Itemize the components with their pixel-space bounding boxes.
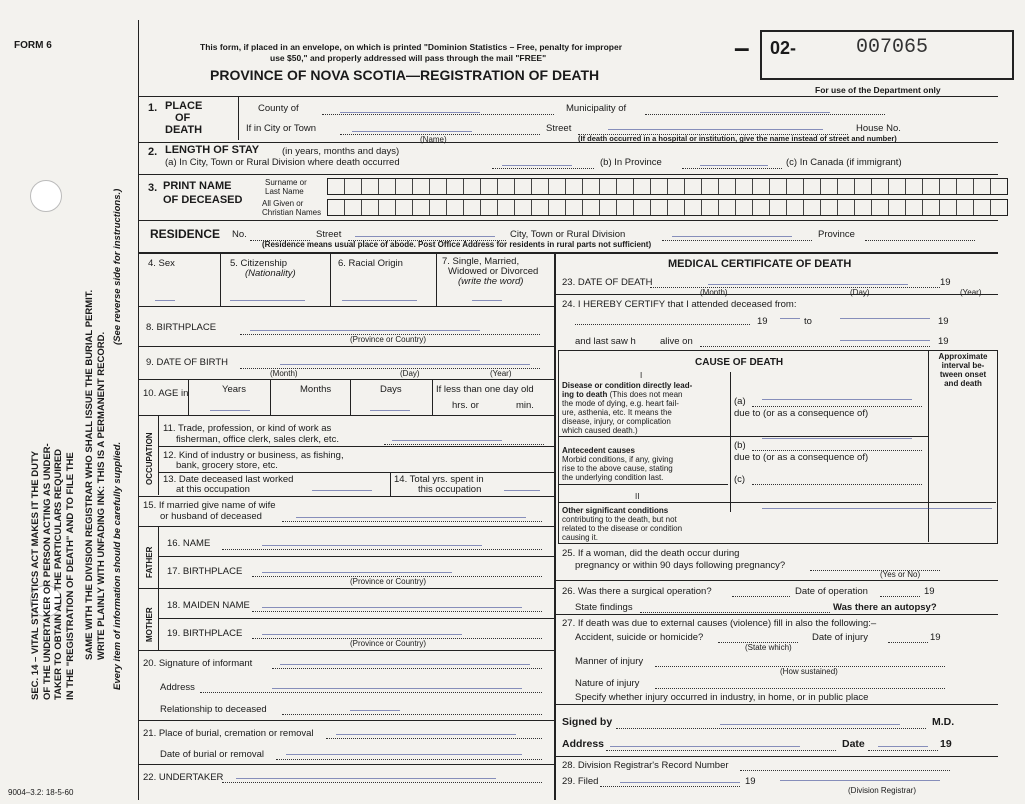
father-birthplace-field[interactable] [262, 558, 452, 573]
attended-to-field[interactable] [840, 306, 930, 319]
residence-street-field[interactable] [355, 222, 495, 237]
attended-from-field[interactable] [780, 306, 800, 319]
side-instructions: SEC. 14 – VITAL STATISTICS ACT MAKES IT THE DUTY OF THE UNDERTAKER OR PERSON ACTING AS UNDER- TAKER TO OBTAIN ALL THE PARTICULARS REQUIRED IN THE "REGISTRATION OF DEATH" AND TO FILE THE [30, 443, 76, 700]
county-label: County of [258, 103, 299, 114]
physician-address-field[interactable] [610, 730, 800, 747]
county-field[interactable] [340, 98, 480, 113]
spouse-name-field[interactable] [296, 503, 526, 518]
mother-birthplace-field[interactable] [262, 620, 462, 635]
registration-prefix: 02- [770, 38, 797, 58]
cause-b-field[interactable] [762, 424, 912, 439]
date-of-birth-field[interactable] [280, 350, 530, 365]
date-of-death-field[interactable] [708, 270, 908, 285]
cause-a-field[interactable] [762, 385, 912, 400]
last-worked-field[interactable] [312, 476, 372, 491]
citizenship-field[interactable] [230, 288, 305, 301]
undertaker-field[interactable] [236, 764, 496, 779]
hospital-note: (If death occurred in a hospital or institution, give the name instead of street and number) [578, 134, 897, 143]
stay-province-label: (b) In Province [600, 157, 662, 168]
punch-hole-top [30, 180, 62, 212]
registration-number: 007065 [856, 36, 929, 59]
father-name-field[interactable] [262, 531, 482, 546]
years-in-occupation-field[interactable] [504, 476, 540, 491]
racial-origin-field[interactable] [342, 288, 417, 301]
stay-province-field[interactable] [700, 151, 768, 166]
surname-boxes[interactable] [327, 178, 1008, 195]
side-reverse-note: (See reverse side for instructions.) [112, 188, 123, 345]
form-title: PROVINCE OF NOVA SCOTIA—REGISTRATION OF DEATH [210, 67, 600, 83]
filed-date-field[interactable] [620, 766, 740, 783]
side-careful-note: Every item of information should be carefully supplied. [112, 441, 123, 690]
street-field[interactable] [608, 115, 823, 130]
certificate-date-field[interactable] [878, 730, 928, 747]
death-registration-form: FORM 6 SEC. 14 – VITAL STATISTICS ACT MAKES IT THE DUTY OF THE UNDERTAKER OR PERSON ACTING AS UNDER- TAKER TO OBTAIN ALL THE PARTICULARS REQUIRED IN THE "REGISTRATION OF DEATH" AND TO FILE THE SAME WITH THE DIVISION REGISTRAR WHO SHALL ISSUE THE BURIAL PERMIT. WRITE PLAINLY WITH UNFADING INK: THIS IS A PERMANENT RECORD. (See reverse side for instructions.) Every item of information should be carefully supplied. This form, if placed in an envelope, on which is printed "Dominion Statistics – Free, penalty for improper use $50," and properly addressed will pass through the mail "FREE" PROVINCE OF NOVA SCOTIA—REGISTRATION OF DEATH – 02- 007065 For use of the Department only 1. PLACE OF DEATH County of Municipality of If in City or Town (Name) Street House No. (If death occurred in a hospital or institution, give the name instead of street and number) 2. LENGTH OF STAY (in years, months and days) (a) In City, Town or Rural Division where death occurred (b) In Province (c) In Canada (if immigrant) 3. PRINT NAME OF DECEASED Surname or Last Name All Given or Christian Names RESIDENCE No. Street City, Town or Rural Division Province (Residence means usual place of abode. Post Office Address for residents in rural parts not sufficient) 4. Sex 5. Citizenship (Nationality) 6. Racial Origin 7. Single, Married, Widowed or Divorced (write the word) 8. BIRTHPLACE (Province or Country) 9. DATE OF BIRTH (Month) (Day) (Year) 10. AGE in Years Months Days If less than one day old hrs. or min. OCCUPATION 11. Trade, profession, or kind of work as fisherman, office clerk, sales clerk, etc. 12. Kind of industry or business, as fishing, bank, grocery store, etc. 13. Date deceased last worked at this occupation 14. Total yrs. spent in this occupation 15. If married give name of wife or husband of deceased FATHER 16. NAME 17. BIRTHPLACE (Province or Country) MOTHER 18. MAIDEN NAME 19. BIRTHPLACE (Province or Country) 20. Signature of informant Address Relationship to deceased 21. Place of burial, cremation or removal Date of burial or removal 22. UNDERTAKER 9004–3.2: 18-5-60 MEDICAL CERTIFICATE OF DEATH 23. DATE OF DEATH (Month) (Day) (Year) 19 24. I HEREBY CERTIFY that I attended deceased from: 19 to 19 and last saw h alive on 19 CAUSE OF DEATH Approximate interval be- tween onset and death I Disease or condition directly lead- ing to death (This does not mean the mode of dying, e.g. heart fail- ure, asthenia, etc. It means the disease, injury, or complication which caused death.) (a) due to (or as a consequence of) (b) due to (or as a consequence of) (c) Antecedent causes Morbid conditions, if any, giving rise to the above cause, stating the underlying condition last. II Other significant conditions contributing to the death, but not related to the disease or condition causing it. 25. If a woman, did the death occur during pregnancy or within 90 days following pregnancy? (Yes or No) 26. Was there a surgical operation? Date of operation 19 State findings Was there an autopsy? 27. If death was due to external causes (violence) fill in also the following:– Accident, suicide or homicide? (State which) Date of injury 19 Manner of injury (How sustained) Nature of injury Specify whether injury occurred in industry, in home, or in public place Signed by M.D. Address Date 19 28. Division Registrar's Record Number 29. Filed 19 (Division Registrar) [0, 0, 1025, 804]
last-seen-alive-field[interactable] [840, 328, 930, 341]
mailing-notice-2: use $50," and properly addressed will pass through the mail "FREE" [270, 53, 547, 63]
burial-place-field[interactable] [336, 720, 516, 735]
age-years-field[interactable] [210, 398, 250, 411]
municipality-field[interactable] [700, 98, 830, 113]
department-use-note: For use of the Department only [815, 85, 941, 95]
form-code: 9004–3.2: 18-5-60 [8, 788, 74, 797]
division-registrar-field[interactable] [780, 762, 940, 781]
residence-label: RESIDENCE [150, 227, 221, 241]
residence-note: (Residence means usual place of abode. Post Office Address for residents in rural parts not sufficient) [262, 240, 652, 249]
municipality-label: Municipality of [566, 103, 627, 114]
stay-city-field[interactable] [502, 151, 572, 166]
physician-signature-field[interactable] [720, 706, 900, 725]
marital-status-field[interactable] [472, 288, 502, 301]
mailing-notice-1: This form, if placed in an envelope, on which is printed "Dominion Statistics – Free, penalty for improper [200, 42, 623, 52]
other-conditions-field[interactable] [762, 494, 992, 509]
city-town-field[interactable] [352, 117, 472, 132]
relationship-field[interactable] [350, 696, 400, 711]
informant-signature-field[interactable] [280, 650, 530, 665]
trade-field[interactable] [392, 426, 502, 441]
stay-canada-label: (c) In Canada (if immigrant) [786, 157, 902, 168]
length-of-stay-label: LENGTH OF STAY [165, 144, 260, 156]
mother-maiden-name-field[interactable] [262, 593, 522, 608]
birthplace-field[interactable] [250, 316, 480, 331]
sex-field[interactable] [155, 288, 175, 301]
house-no-label: House No. [856, 123, 901, 134]
city-town-label: If in City or Town [246, 123, 317, 134]
street-label: Street [546, 123, 572, 134]
form-number: FORM 6 [14, 40, 52, 51]
burial-date-field[interactable] [286, 740, 522, 755]
stay-city-label: (a) In City, Town or Rural Division where death occurred [165, 157, 400, 168]
medical-certificate-title: MEDICAL CERTIFICATE OF DEATH [668, 258, 852, 270]
given-name-boxes[interactable] [327, 199, 1008, 216]
residence-city-field[interactable] [672, 222, 792, 237]
age-days-field[interactable] [370, 398, 410, 411]
side-instructions-2: SAME WITH THE DIVISION REGISTRAR WHO SHALL ISSUE THE BURIAL PERMIT. WRITE PLAINLY WITH UNFADING INK: THIS IS A PERMANENT RECORD. [84, 289, 107, 660]
informant-address-field[interactable] [272, 674, 522, 689]
